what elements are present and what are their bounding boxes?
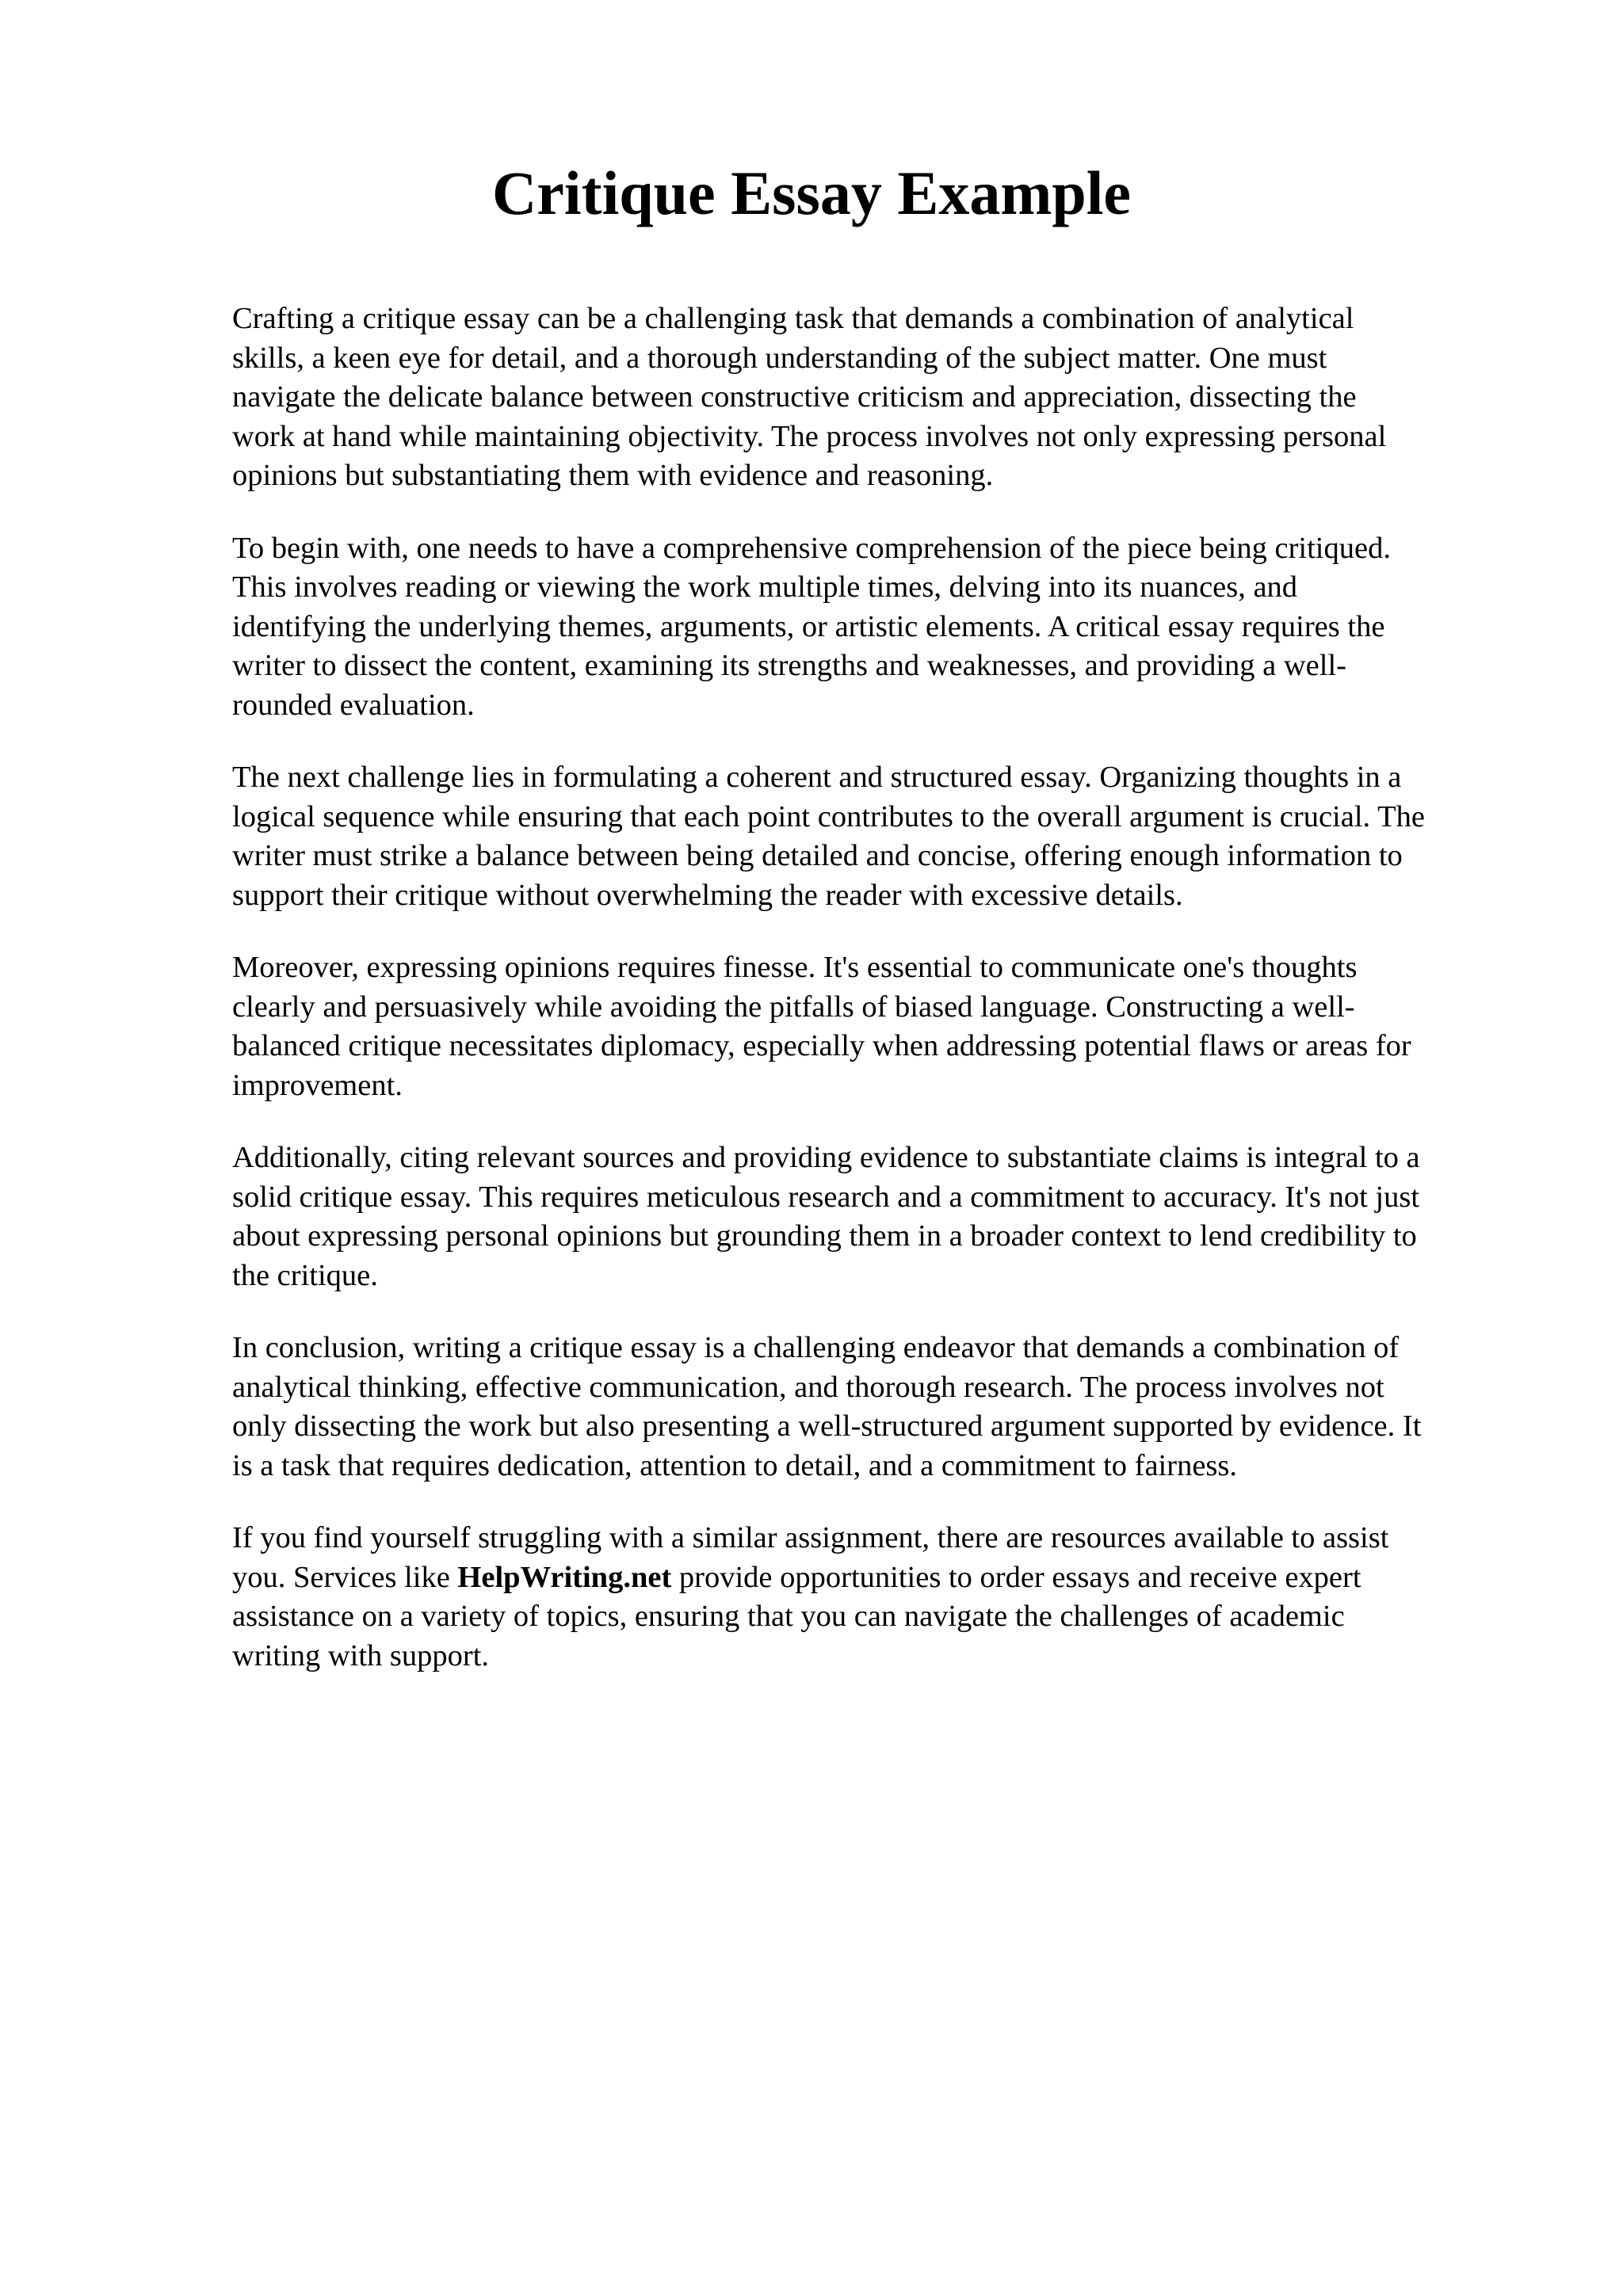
paragraph-6: [232, 1329, 1532, 1486]
text-fragment: provide opportunities to order essays and receive expert: [671, 1560, 1361, 1594]
text-fragment: you. Services like: [232, 1560, 458, 1594]
text-line: work at hand while maintaining objectivity. The process involves not only expressing personal: [232, 419, 1387, 453]
text-line: is a task that requires dedication, attention to detail, and a commitment to fairness.: [232, 1448, 1237, 1482]
paragraph-1: [232, 299, 1532, 496]
text-line: Additionally, citing relevant sources and providing evidence to substantiate claims is integral to a: [232, 1141, 1420, 1174]
text-line: rounded evaluation.: [232, 688, 475, 722]
text-line: balanced critique necessitates diplomacy, especially when addressing potential flaws or areas for: [232, 1029, 1411, 1062]
text-line: writer must strike a balance between being detailed and concise, offering enough information to: [232, 839, 1403, 872]
paragraph-2: [232, 529, 1532, 726]
text-line: navigate the delicate balance between constructive criticism and appreciation, dissecting the: [232, 380, 1357, 414]
text-line: In conclusion, writing a critique essay is a challenging endeavor that demands a combination of: [232, 1331, 1400, 1364]
text-line: [232, 1558, 1532, 1598]
text-line: If you find yourself struggling with a similar assignment, there are resources available to assist: [232, 1521, 1389, 1554]
text-line: solid critique essay. This requires meticulous research and a commitment to accuracy. It's not just: [232, 1180, 1420, 1214]
text-line: identifying the underlying themes, arguments, or artistic elements. A critical essay requires the: [232, 609, 1385, 643]
text-line: assistance on a variety of topics, ensuring that you can navigate the challenges of academic: [232, 1600, 1345, 1633]
text-line: about expressing personal opinions but grounding them in a broader context to lend credibility to: [232, 1219, 1417, 1253]
text-line: The next challenge lies in formulating a coherent and structured essay. Organizing thoughts in a: [232, 761, 1402, 794]
paragraph-4: [232, 948, 1532, 1105]
page-title: Critique Essay Example: [491, 158, 1132, 227]
essay-body: [232, 299, 1532, 1709]
text-line: Moreover, expressing opinions requires finesse. It's essential to communicate one's thoughts: [232, 951, 1358, 984]
text-line: improvement.: [232, 1068, 403, 1102]
text-line: support their critique without overwhelming the reader with excessive details.: [232, 878, 1183, 912]
service-name: HelpWriting.net: [457, 1560, 672, 1594]
text-line: Crafting a critique essay can be a challenging task that demands a combination of analytical: [232, 302, 1354, 335]
text-line: opinions but substantiating them with evidence and reasoning.: [232, 459, 994, 492]
text-line: This involves reading or viewing the work multiple times, delving into its nuances, and: [232, 570, 1298, 604]
text-line: To begin with, one needs to have a comprehensive comprehension of the piece being critiqued.: [232, 531, 1391, 565]
text-line: writing with support.: [232, 1638, 490, 1672]
text-line: analytical thinking, effective communication, and thorough research. The process involves not: [232, 1370, 1384, 1404]
paragraph-5: [232, 1138, 1532, 1295]
text-line: only dissecting the work but also presenting a well-structured argument supported by evidence. It: [232, 1409, 1422, 1443]
text-line: skills, a keen eye for detail, and a thorough understanding of the subject matter. One must: [232, 341, 1327, 375]
text-line: logical sequence while ensuring that each point contributes to the overall argument is crucial. The: [232, 799, 1425, 833]
text-line: the critique.: [232, 1258, 378, 1292]
paragraph-3: [232, 758, 1532, 915]
closing-paragraph: [232, 1519, 1532, 1676]
text-line: writer to dissect the content, examining its strengths and weaknesses, and providing a well-: [232, 649, 1346, 682]
text-line: clearly and persuasively while avoiding the pitfalls of biased language. Constructing a well-: [232, 990, 1355, 1024]
